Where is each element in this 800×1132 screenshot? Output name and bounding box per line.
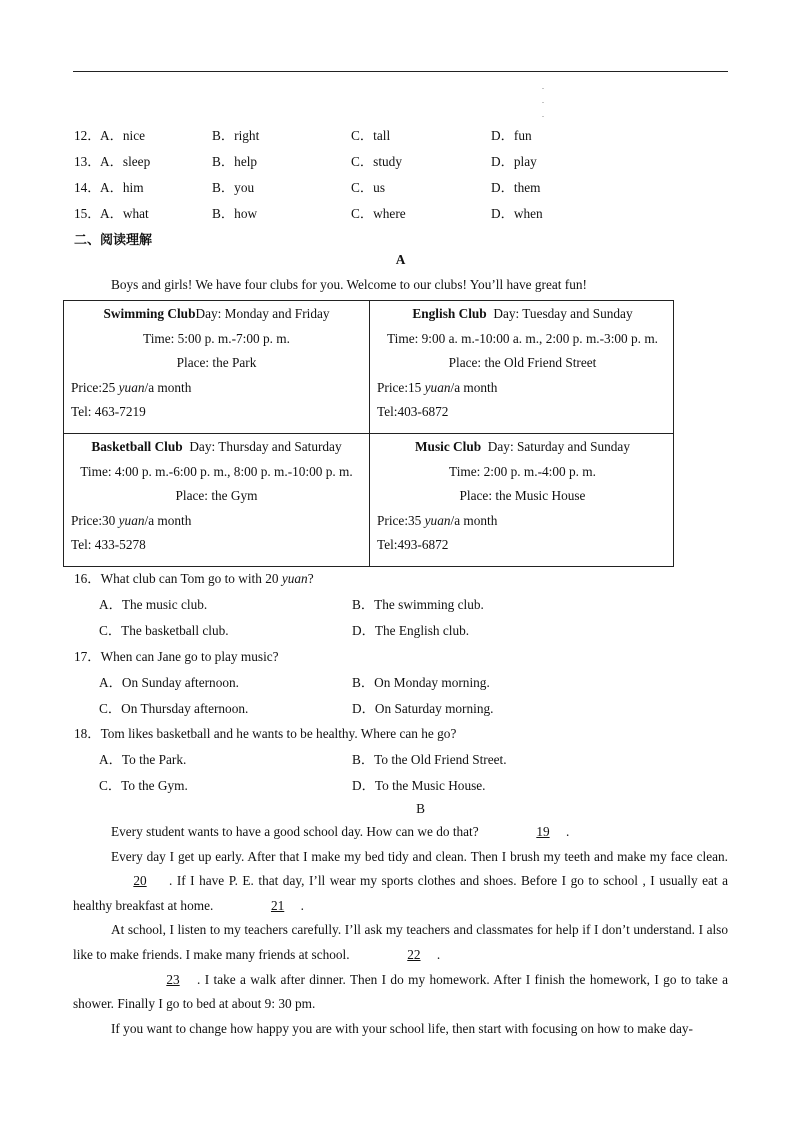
option-d[interactable]: D．On Saturday morning. (352, 701, 494, 716)
club-time: Time: 4:00 p. m.-6:00 p. m., 8:00 p. m.-10:00 p. m. (80, 463, 353, 479)
part-a-label: A (395, 252, 406, 267)
option-d[interactable]: D．when (491, 206, 543, 221)
option-d[interactable]: D．To the Music House. (352, 778, 486, 793)
club-place: Place: the Gym (175, 488, 258, 503)
question-17-stem: 17．When can Jane go to play music? (74, 649, 279, 664)
option-a[interactable]: A．On Sunday afternoon. (99, 675, 239, 690)
option-b[interactable]: B．On Monday morning. (352, 675, 490, 690)
club-day: Day: Monday and Friday (195, 306, 330, 321)
option-c[interactable]: C．To the Gym. (99, 778, 188, 793)
club-time: Time: 9:00 a. m.-10:00 a. m., 2:00 p. m.-3:00 p. m. (387, 330, 658, 346)
club-name: Music Club (415, 439, 482, 454)
table-divider-horizontal (64, 433, 673, 434)
club-price: Price:30 yuan/a month (71, 512, 192, 528)
option-a[interactable]: A．The music club. (99, 597, 208, 612)
club-cell-english (370, 302, 675, 425)
club-name: English Club (412, 306, 487, 321)
club-place: Place: the Park (176, 355, 257, 370)
option-a[interactable]: A．sleep (100, 154, 151, 169)
option-a[interactable]: A．To the Park. (99, 752, 187, 767)
option-b[interactable]: B．help (212, 154, 258, 169)
option-d[interactable]: D．them (491, 180, 541, 195)
option-c[interactable]: C．study (351, 154, 402, 169)
question-14-options: 14． A．him B．you C．us D．them (74, 177, 634, 197)
question-18-stem: 18．Tom likes basketball and he wants to be healthy. Where can he go? (74, 726, 457, 741)
club-price: Price:25 yuan/a month (71, 379, 192, 395)
club-time: Time: 5:00 p. m.-7:00 p. m. (143, 330, 290, 346)
option-d[interactable]: D．The English club. (352, 623, 470, 638)
option-b[interactable]: B．how (212, 206, 258, 221)
passage-b (73, 820, 728, 1041)
club-tel: Tel:493-6872 (377, 537, 449, 552)
passage-b-paragraph-3: At school, I listen to my teachers carefully. I’ll ask my teachers and classmates for help if I don’t understand. I also like to make friends. I make many friends at school. 22 . (73, 918, 728, 967)
option-d[interactable]: D．fun (491, 128, 532, 143)
passage-a-intro: Boys and girls! We have four clubs for you. Welcome to our clubs! You’ll have great fun! (111, 277, 587, 292)
option-c[interactable]: C．The basketball club. (99, 623, 229, 638)
club-price: Price:35 yuan/a month (377, 512, 498, 528)
club-tel: Tel: 433-5278 (71, 537, 146, 552)
club-name: Swimming Club (103, 306, 196, 321)
blank-20[interactable]: 20 (133, 873, 147, 889)
option-a[interactable]: A．what (100, 206, 149, 221)
passage-b-paragraph-1: Every student wants to have a good school day. How can we do that? 19 . (73, 820, 728, 845)
passage-b-paragraph-4: 23 . I take a walk after dinner. Then I do my homework. After I finish the homework, I go to take a shower. Finally I go to bed at about 9: 30 pm. (73, 968, 728, 1017)
club-price: Price:15 yuan/a month (377, 379, 498, 395)
header-rule (73, 71, 728, 72)
passage-b-paragraph-2: Every day I get up early. After that I make my bed tidy and clean. Then I brush my teeth and make my face clean. 20 . If I have P. E. that day, I’ll wear my sports clothes and shoes. Before I go to school , I usually eat a healthy breakfast at home. 21 . (73, 845, 728, 919)
club-place: Place: the Music House (459, 488, 586, 503)
option-a[interactable]: A．nice (100, 128, 146, 143)
club-cell-basketball (64, 435, 369, 558)
club-tel: Tel: 463-7219 (71, 404, 146, 419)
option-c[interactable]: C．tall (351, 128, 391, 143)
option-b[interactable]: B．right (212, 128, 260, 143)
question-16-stem: 16．What club can Tom go to with 20 yuan? (74, 571, 314, 586)
question-13-options: 13． A．sleep B．help C．study D．play (74, 151, 634, 171)
option-b[interactable]: B．To the Old Friend Street. (352, 752, 507, 767)
club-day: Day: Saturday and Sunday (487, 439, 630, 454)
blank-21[interactable]: 21 (270, 897, 285, 913)
club-cell-swimming (64, 302, 369, 425)
option-b[interactable]: B．The swimming club. (352, 597, 484, 612)
option-b[interactable]: B．you (212, 180, 255, 195)
blank-23[interactable]: 23 (166, 971, 180, 987)
option-c[interactable]: C．us (351, 180, 385, 195)
blank-22[interactable]: 22 (407, 946, 421, 962)
option-d[interactable]: D．play (491, 154, 537, 169)
blank-19[interactable]: 19 (536, 824, 550, 839)
club-name: Basketball Club (91, 439, 183, 454)
passage-b-paragraph-5: If you want to change how happy you are with your school life, then start with focusing on how to make day- (111, 1020, 693, 1036)
club-cell-music (370, 435, 675, 558)
club-day: Day: Tuesday and Sunday (493, 306, 633, 321)
option-c[interactable]: C．On Thursday afternoon. (99, 701, 249, 716)
clubs-table (63, 300, 674, 567)
club-place: Place: the Old Friend Street (448, 355, 597, 370)
club-tel: Tel:403-6872 (377, 404, 449, 419)
option-a[interactable]: A．him (100, 180, 144, 195)
question-12-options: 12． A．nice B．right C．tall D．fun (74, 125, 634, 145)
question-15-options: 15． A．what B．how C．where D．when (74, 203, 634, 223)
header-dots: . . . (542, 82, 544, 119)
club-day: Day: Thursday and Saturday (189, 439, 342, 454)
section-title: 二、阅读理解 (74, 233, 153, 248)
club-time: Time: 2:00 p. m.-4:00 p. m. (449, 463, 596, 479)
part-b-label: B (416, 801, 425, 816)
option-c[interactable]: C．where (351, 206, 406, 221)
